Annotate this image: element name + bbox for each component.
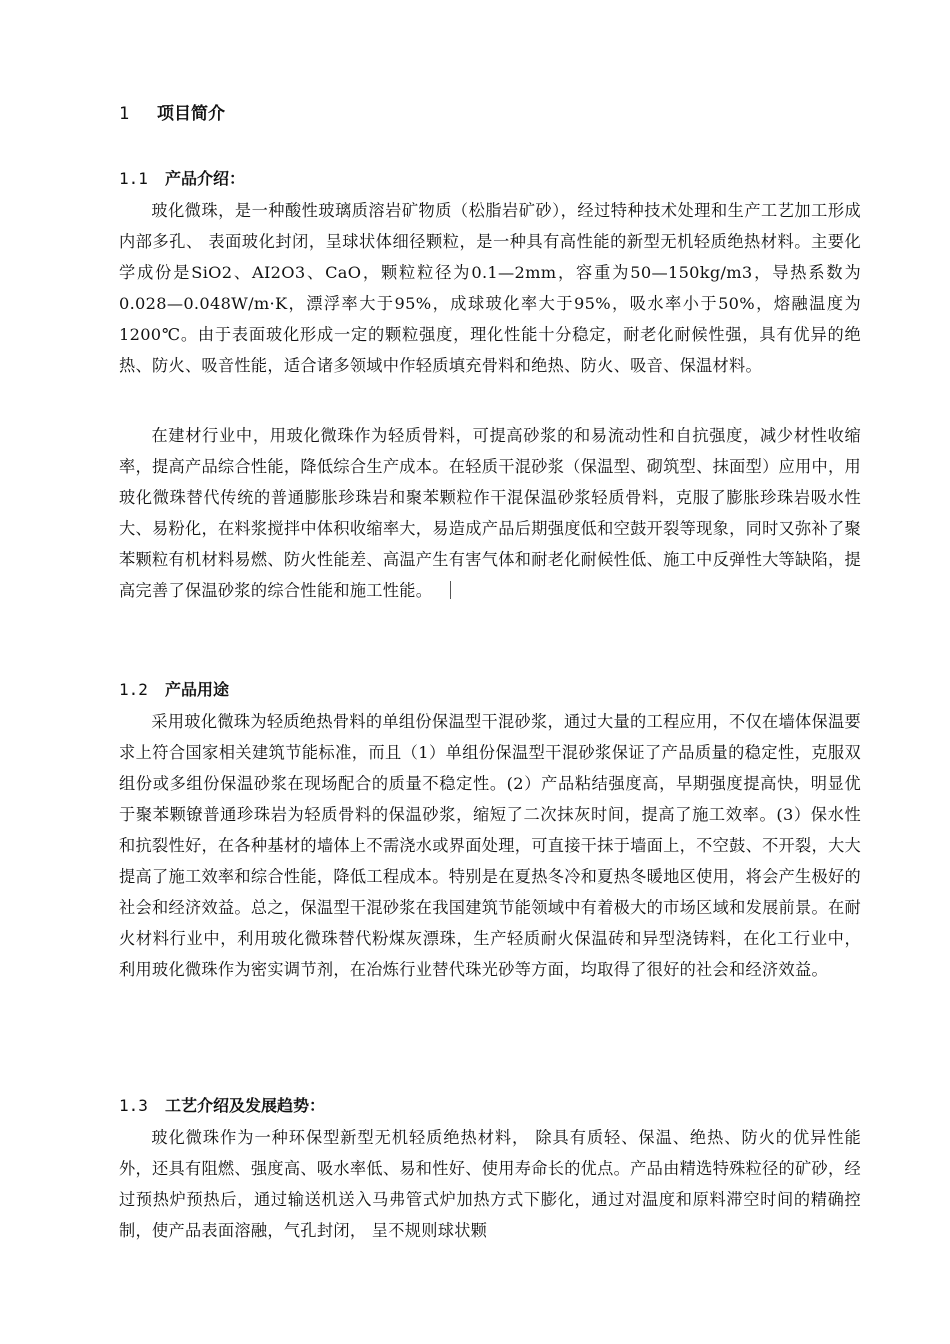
text-cursor: [450, 581, 451, 599]
section-title: 产品介绍：: [165, 169, 246, 188]
section-title: 工艺介绍及发展趋势：: [165, 1096, 326, 1115]
paragraph-building-materials: [119, 420, 861, 606]
section-number: 1.2: [119, 680, 148, 699]
section-heading-1: [119, 101, 225, 127]
section-number: 1: [119, 104, 130, 124]
paragraph-product-intro: 玻化微珠，是一种酸性玻璃质溶岩矿物质（松脂岩矿砂），经过特种技术处理和生产工艺加工形成内部多孔、 表面玻化封闭，呈球状体细径颗粒，是一种具有高性能的新型无机轻质绝热材料。主要化学成份是SiO2、AI2O3、CaO，颗粒粒径为0.1—2mm，容重为50—150kg/m3，导热系数为0.028—0.048W/m·K，漂浮率大于95%，成球玻化率大于95%，吸水率小于50%，熔融温度为1200℃。由于表面玻化形成一定的颗粒强度，理化性能十分稳定，耐老化耐候性强，具有优异的绝热、防火、吸音性能，适合诸多领域中作轻质填充骨料和绝热、防火、吸音、保温材料。: [119, 201, 861, 375]
section-title: 产品用途: [165, 680, 230, 699]
paragraph-text: 在建材行业中，用玻化微珠作为轻质骨料，可提高砂浆的和易流动性和自抗强度，减少材性收缩率，提高产品综合性能，降低综合生产成本。在轻质干混砂浆（保温型、砌筑型、抹面型）应用中，用玻化微珠替代传统的普通膨胀珍珠岩和聚苯颗粒作干混保温砂浆轻质骨料，克服了膨胀珍珠岩吸水性大、易粉化，在料浆搅拌中体积收缩率大，易造成产品后期强度低和空鼓开裂等现象，同时又弥补了聚苯颗粒有机材料易燃、防火性能差、高温产生有害气体和耐老化耐候性低、施工中反弹性大等缺陷，提高完善了保温砂浆的综合性能和施工性能。: [119, 426, 861, 600]
section-heading-1-1: [119, 166, 245, 192]
section-heading-1-2: [119, 677, 229, 703]
section-number: 1.3: [119, 1096, 148, 1115]
section-title: 项目简介: [157, 104, 225, 124]
section-heading-1-3: [119, 1093, 325, 1119]
section-number: 1.1: [119, 169, 148, 188]
paragraph-product-uses: 采用玻化微珠为轻质绝热骨料的单组份保温型干混砂浆，通过大量的工程应用，不仅在墙体保温要求上符合国家相关建筑节能标准，而且（1）单组份保温型干混砂浆保证了产品质量的稳定性，克服双组份或多组份保温砂浆在现场配合的质量不稳定性。(2）产品粘结强度高，早期强度提高快，明显优于聚苯颗镣普通珍珠岩为轻质骨料的保温砂浆，缩短了二次抹灰时间，提高了施工效率。(3）保水性和抗裂性好，在各种基材的墙体上不需浇水或界面处理，可直接干抹于墙面上，不空鼓、不开裂，大大提高了施工效率和综合性能，降低工程成本。特别是在夏热冬冷和夏热冬暖地区使用，将会产生极好的社会和经济效益。总之，保温型干混砂浆在我国建筑节能领域中有着极大的市场区域和发展前景。在耐火材料行业中，利用玻化微珠替代粉煤灰漂珠，生产轻质耐火保温砖和异型浇铸料，在化工行业中， 利用玻化微珠作为密实调节剂，在冶炼行业替代珠光砂等方面，均取得了很好的社会和经济效益。: [119, 712, 861, 979]
paragraph-process-intro: 玻化微珠作为一种环保型新型无机轻质绝热材料， 除具有质轻、保温、绝热、防火的优异性能外，还具有阻燃、强度高、吸水率低、易和性好、使用寿命长的优点。产品由精选特殊粒径的矿砂，经过预热炉预热后，通过输送机送入马弗管式炉加热方式下膨化，通过对温度和原料滞空时间的精确控制，使产品表面溶融，气孔封闭， 呈不规则球状颗: [119, 1128, 861, 1240]
